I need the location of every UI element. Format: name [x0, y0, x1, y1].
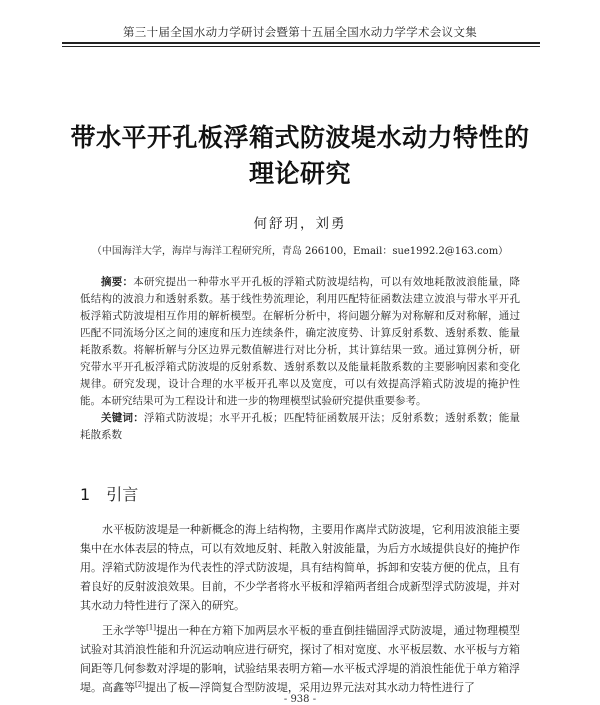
- abstract-label: 摘要：: [101, 276, 134, 288]
- abstract: [80, 274, 520, 444]
- authors: 何舒玥，刘勇: [253, 216, 347, 232]
- affiliation: （中国海洋大学，海岸与海洋工程研究所，青岛 266100，Email：sue1992.2@163.com）: [91, 246, 509, 257]
- header-rule-thin: [62, 46, 540, 47]
- body-text: [80, 520, 520, 703]
- p2-text-a: 王永学等: [102, 624, 147, 637]
- abstract-text: 本研究提出一种带水平开孔板的浮箱式防波堤结构，可以有效地耗散波浪能量，降低结构的波浪力和透射系数。基于线性势流理论，利用匹配特征函数法建立波浪与带水平开孔板浮箱式防波堤相互作用的解析模型。在解析分析中，将问题分解为对称解和反对称解，通过匹配不同流场分区之间的速度和压力连续条件，确定波度势、计算反射系数、透射系数、能量耗散系数。将解析解与分区边界元数值解进行对比分析，其计算结果一致。通过算例分析，研究带水平开孔板浮箱式防波堤的反射系数、透射系数以及能量耗散系数的主要影响因素和变化规律。研究发现，设计合理的水平板开孔率以及宽度，可以有效提高浮箱式防波堤的掩护性能。本研究结果可为工程设计和进一步的物理模型试验研究提供重要参考。: [80, 276, 520, 407]
- citation-ref-1[interactable]: [1]: [146, 623, 157, 632]
- keywords-label: 关键词：: [101, 412, 144, 424]
- body-paragraph-2: [80, 621, 520, 697]
- keywords-paragraph: [80, 410, 520, 444]
- p2-text-c: 提出了板—浮筒复合型防波堤，采用边界元法对其水动力特性进行了: [144, 681, 475, 694]
- section-heading: [80, 482, 138, 505]
- section-title: 引言: [106, 485, 139, 504]
- keywords-text: 浮箱式防波堤；水平开孔板；匹配特征函数展开法；反射系数；透射系数；能量耗散系数: [80, 412, 520, 441]
- section-number: 1: [80, 485, 91, 504]
- body-paragraph-1: 水平板防波堤是一种新概念的海上结构物，主要用作离岸式防波堤，它利用波浪能主要集中在水体表层的特点，可以有效地反射、耗散入射波能量，为后方水域提供良好的掩护作用。浮箱式防波堤作为代表性的浮式防波堤，具有结构简单，拆卸和安装方便的优点，且有着良好的反射波浪效果。目前，不少学者将水平板和浮箱两者组合成新型浮式防波堤，并对其水动力特性进行了深入的研究。: [80, 523, 520, 612]
- paper-title: [60, 120, 540, 192]
- abstract-paragraph: [80, 274, 520, 410]
- p2-text-b: 提出一种在方箱下加两层水平板的垂直倒挂锚固浮式防波堤，通过物理模型试验对其消浪性能和升沉运动响应进行研究，探讨了相对宽度、水平板层数、水平板与方箱间距等几何参数对浮堤的影响，试验结果表明方箱—水平板式浮堤的消浪性能优于单方箱浮堤。高鑫等: [80, 624, 521, 694]
- title-line-2: 理论研究: [248, 159, 351, 188]
- header-rule: [62, 42, 540, 44]
- running-header: 第三十届全国水动力学研讨会暨第十五届全国水动力学学术会议文集: [123, 25, 477, 39]
- page-number: - 938 -: [283, 694, 317, 705]
- title-line-1: 带水平开孔板浮箱式防波堤水动力特性的: [70, 123, 530, 152]
- citation-ref-2[interactable]: [2]: [135, 680, 145, 689]
